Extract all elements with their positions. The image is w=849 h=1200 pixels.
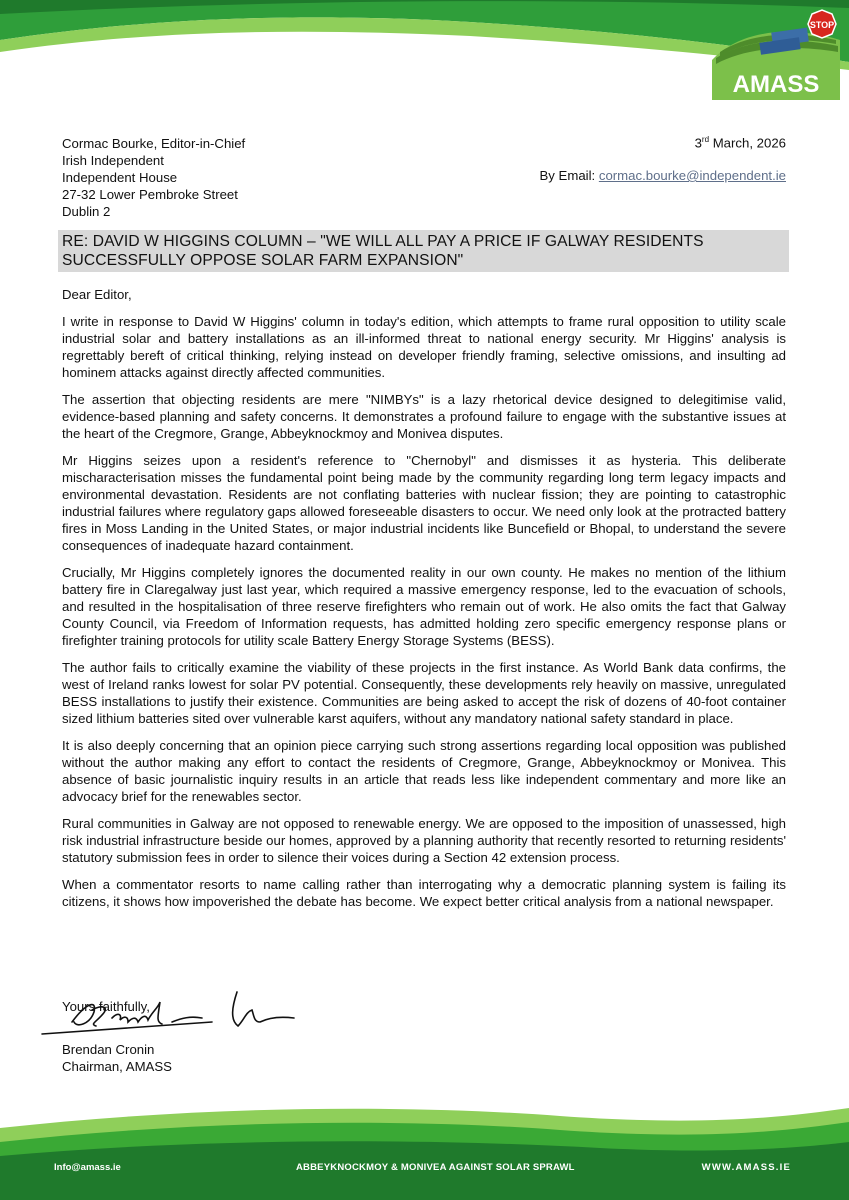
footer-tagline: ABBEYKNOCKMOY & MONIVEA AGAINST SOLAR SPRAWL [296, 1162, 575, 1173]
recipient-line: Cormac Bourke, Editor-in-Chief [62, 136, 246, 151]
email-label: By Email: [539, 168, 599, 183]
subject-heading: RE: DAVID W HIGGINS COLUMN – "WE WILL ALL PAY A PRICE IF GALWAY RESIDENTS SUCCESSFULLY OPPOSE SOLAR FARM EXPANSION" [58, 230, 789, 272]
body-paragraph: When a commentator resorts to name calling rather than interrogating why a democratic planning system is failing its citizens, it shows how impoverished the debate has become. We expect better critical analysis from a national newspaper. [62, 877, 786, 909]
footer-website[interactable]: WWW.AMASS.IE [701, 1162, 791, 1173]
body-paragraph: The assertion that objecting residents are mere "NIMBYs" is a lazy rhetorical device designed to delegitimise valid, evidence-based planning and safety concerns. It demonstrates a profound failure to engage with the substantive issues at the heart of the Cregmore, Grange, Abbeyknockmoy and Monivea disputes. [62, 392, 786, 441]
body-paragraph: It is also deeply concerning that an opinion piece carrying such strong assertions regarding local opposition was published without the author making any effort to contact the residents of Cregmore, Grange, Abbeyknockmoy or Monivea. This absence of basic journalistic inquiry results in an article that reads less like independent commentary and more like an advocacy brief for the renewables sector. [62, 738, 786, 804]
recipient-line: Irish Independent [62, 153, 164, 168]
body-paragraph: Crucially, Mr Higgins completely ignores the documented reality in our own county. He makes no mention of the lithium battery fire in Claregalway just last year, which required a massive emergency response, led to the evacuation of schools, and resulted in the hospitalisation of three reserve firefighters who remain out of work. He also omits the fact that Galway County Council, via Freedom of Information requests, has admitted holding zero specific emergency response plans or firefighter training protocols for utility scale Battery Energy Storage Systems (BESS). [62, 565, 786, 648]
letter-body [62, 286, 786, 920]
date-suffix: rd [701, 135, 710, 144]
body-paragraph: The author fails to critically examine the viability of these projects in the first instance. As World Bank data confirms, the west of Ireland ranks lowest for solar PV potential. Consequently, these developments rely heavily on massive, unregulated BESS installations to justify their existence. Communities are being asked to accept the risk of dozens of 40-foot container sized lithium batteries sited over vulnerable karst aquifers, without any mandatory national safety standard in place. [62, 660, 786, 726]
body-paragraph: Rural communities in Galway are not opposed to renewable energy. We are opposed to the imposition of unassessed, high risk industrial infrastructure beside our homes, approved by a planning authority that recently resorted to returning residents' statutory submission fees in order to silence their voices during a Section 42 extension process. [62, 816, 786, 865]
logo-text: AMASS [732, 71, 820, 98]
salutation: Dear Editor, [62, 287, 132, 302]
recipient-line: 27-32 Lower Pembroke Street [62, 187, 238, 202]
signer-title: Chairman, AMASS [62, 1059, 172, 1074]
footer-email[interactable]: Info@amass.ie [54, 1162, 121, 1173]
recipient-address [62, 135, 245, 220]
footer-banner [0, 1098, 849, 1200]
recipient-line: Dublin 2 [62, 204, 111, 219]
stop-sign-text: STOP [809, 20, 835, 30]
signer-name: Brendan Cronin [62, 1042, 155, 1057]
recipient-line: Independent House [62, 170, 178, 185]
email-link[interactable]: cormac.bourke@independent.ie [598, 168, 786, 183]
date-rest: March, 2026 [709, 135, 786, 151]
letter-date [695, 135, 786, 150]
handwritten-signature [32, 982, 302, 1042]
date-day: 3 [694, 135, 702, 151]
email-line [540, 168, 787, 183]
closing: Yours faithfully, [62, 999, 150, 1014]
body-paragraph: Mr Higgins seizes upon a resident's reference to "Chernobyl" and dismisses it as hysteria. This deliberate mischaracterisation misses the fundamental point being made by the community regarding long term legacy impacts and environmental devastation. Residents are not conflating batteries with nuclear fission; they are pointing to catastrophic industrial failures where regulatory gaps allowed foreseeable disasters to occur. We need only look at the protracted battery fires in Moss Landing in the United States, or major industrial incidents like Buncefield or Bhopal, to understand the severe consequences of inadequate hazard containment. [62, 453, 786, 553]
body-paragraph: I write in response to David W Higgins' column in today's edition, which attempts to frame rural opposition to utility scale industrial solar and battery installations as an ill-informed threat to national energy security. Mr Higgins' analysis is regrettably bereft of critical thinking, relying instead on developer friendly framing, selective omissions, and insulting ad hominem attacks against directly affected communities. [62, 314, 786, 380]
header-banner [0, 0, 849, 118]
